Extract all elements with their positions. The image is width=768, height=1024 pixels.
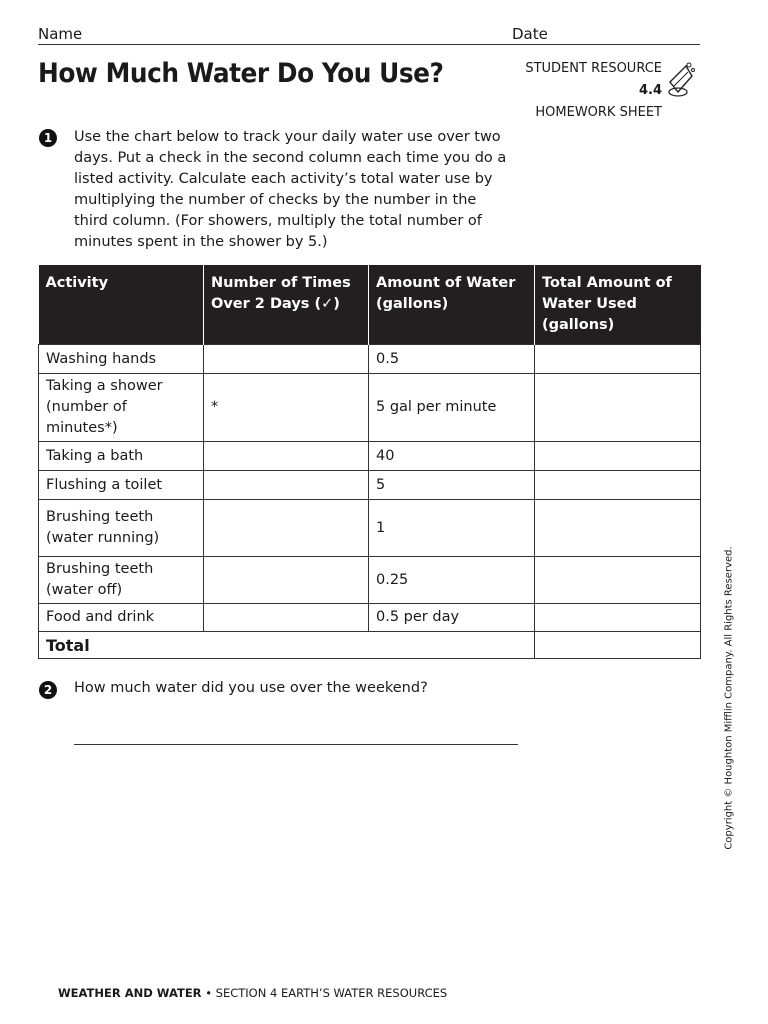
copyright-notice: Copyright © Houghton Mifflin Company. All Rights Reserved. [723,546,735,850]
cell-total[interactable] [535,345,701,374]
cell-amount: 0.5 per day [369,604,535,632]
table-row [39,442,701,471]
table-total-row [39,632,701,659]
cell-total[interactable] [535,557,701,604]
cell-activity: Flushing a toilet [39,471,204,500]
cell-total[interactable] [535,471,701,500]
cell-activity: Taking a bath [39,442,204,471]
footer-separator: • [201,986,216,1000]
cell-amount: 5 gal per minute [369,374,535,442]
resource-label [500,58,662,124]
question-1-number: 1 [39,129,57,147]
cell-total[interactable] [535,374,701,442]
footer-section: SECTION 4 EARTH’S WATER RESOURCES [215,986,448,1000]
cell-times[interactable] [204,471,369,500]
resource-prefix: STUDENT RESOURCE [525,61,662,76]
cell-amount: 0.25 [369,557,535,604]
page-footer [58,986,447,1000]
cell-activity: Brushing teeth (water running) [39,500,204,557]
total-value-cell[interactable] [535,632,701,659]
header-total: Total Amount of Water Used (gallons) [535,265,701,345]
name-label: Name [38,25,83,43]
header-times: Number of Times Over 2 Days (✓) [204,265,369,345]
cell-times[interactable] [204,604,369,632]
table-row [39,500,701,557]
cell-total[interactable] [535,604,701,632]
cell-times[interactable] [204,500,369,557]
cell-times[interactable] [204,345,369,374]
cell-total[interactable] [535,442,701,471]
page-title: How Much Water Do You Use? [38,58,444,89]
table-row [39,374,701,442]
cell-activity: Washing hands [39,345,204,374]
cell-amount: 0.5 [369,345,535,374]
answer-line[interactable] [74,744,518,745]
cell-amount: 40 [369,442,535,471]
resource-number: 4.4 [638,83,662,98]
table-row [39,345,701,374]
question-2-number: 2 [39,681,57,699]
cell-amount: 1 [369,500,535,557]
total-label: Total [39,632,535,659]
question-1-text: Use the chart below to track your daily water use over two days. Put a check in the second column each time you do a listed activity. Calculate each activity’s total water use by multiplying the number of checks by the number in the third column. (For showers, multiply the total number of minutes spent in the shower by 5.) [74,129,507,250]
cell-activity: Taking a shower (number of minutes*) [39,374,204,442]
cell-activity: Brushing teeth (water off) [39,557,204,604]
cell-times[interactable] [204,442,369,471]
table-row [39,471,701,500]
footer-unit: WEATHER AND WATER [58,986,202,1000]
table-row [39,604,701,632]
table-row [39,557,701,604]
header-activity: Activity [39,265,204,345]
cell-amount: 5 [369,471,535,500]
table-header-row [39,265,701,345]
resource-type: HOMEWORK SHEET [535,105,662,120]
water-use-table [38,265,701,659]
cell-times[interactable] [204,557,369,604]
cell-total[interactable] [535,500,701,557]
date-label: Date [512,25,548,43]
header-rule [38,44,700,45]
question-2-text: How much water did you use over the weekend? [74,680,428,696]
beaker-icon [666,62,696,100]
header-amount: Amount of Water (gallons) [369,265,535,345]
cell-activity: Food and drink [39,604,204,632]
cell-times[interactable]: * [204,374,369,442]
